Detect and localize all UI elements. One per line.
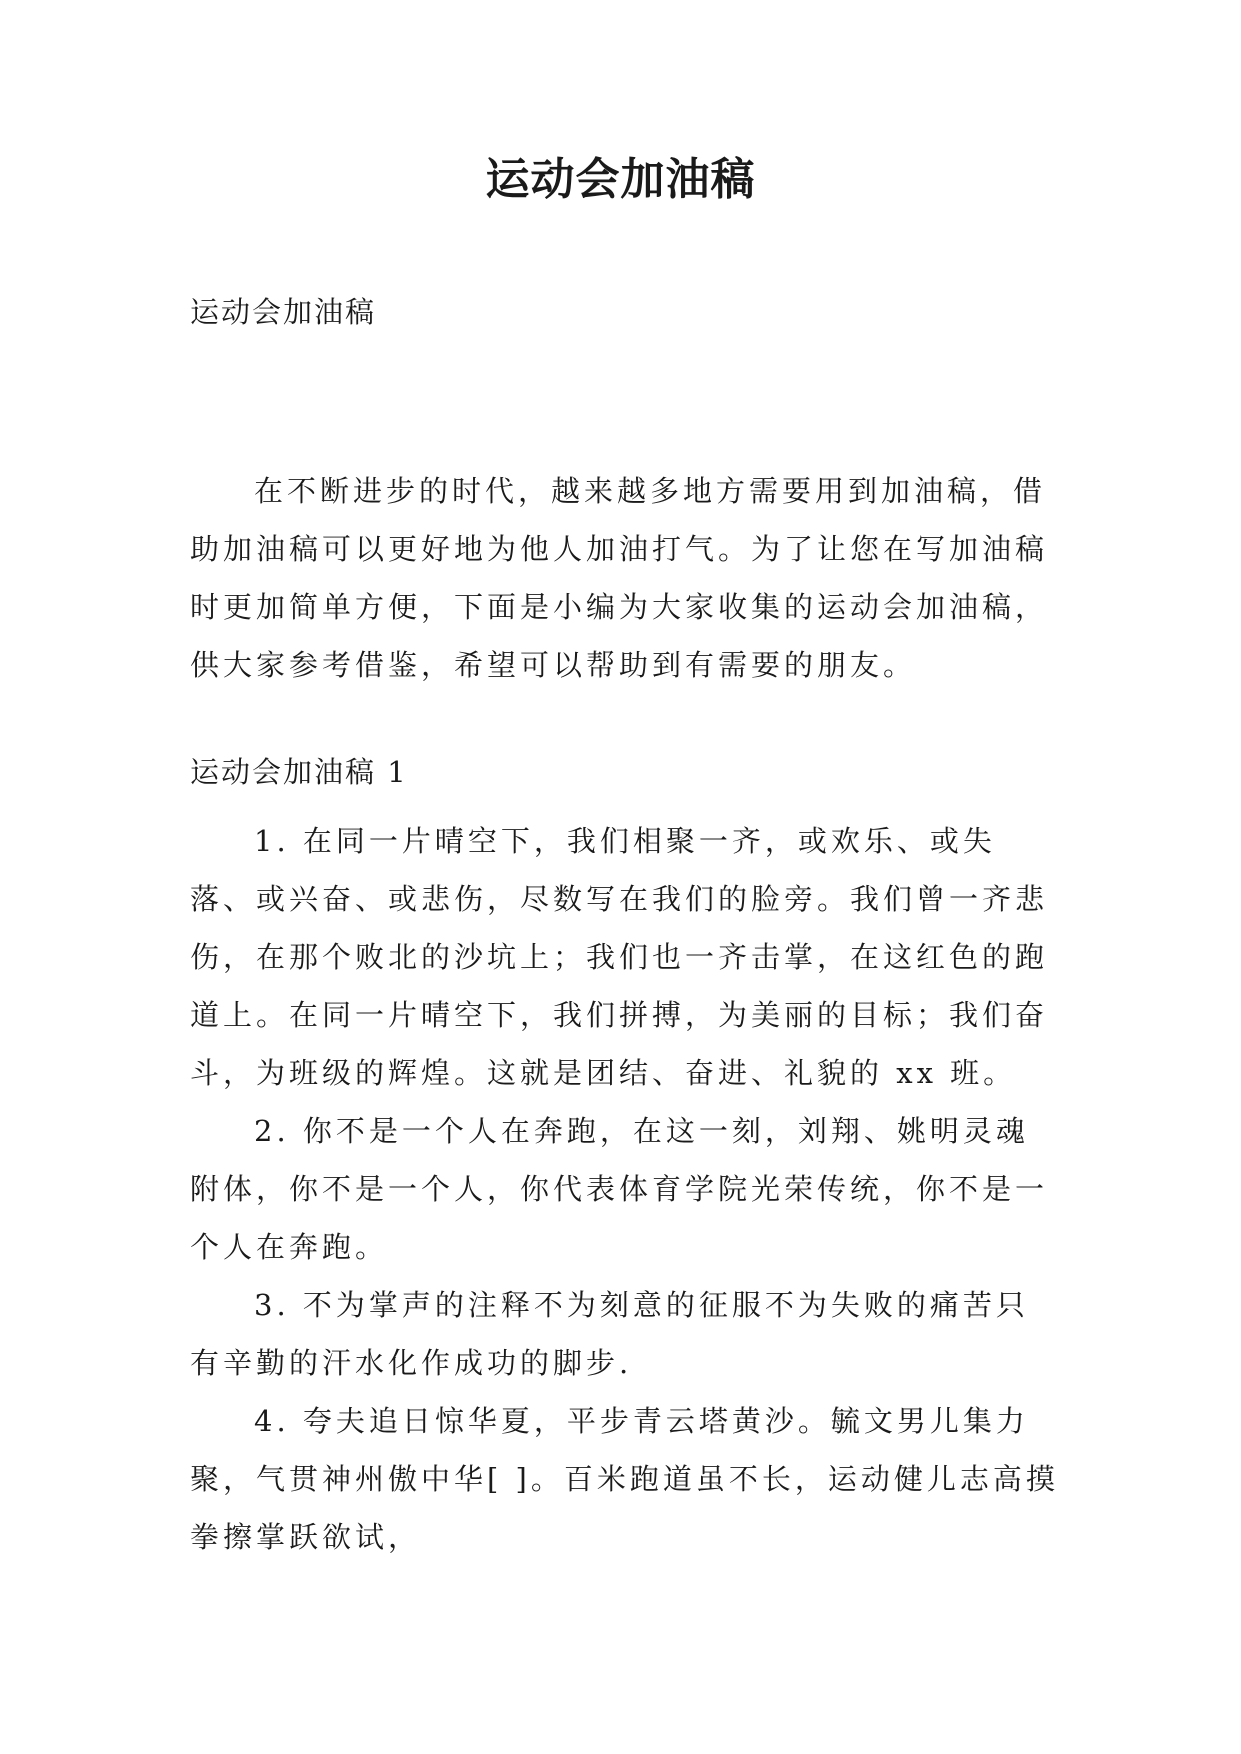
document-title: 运动会加油稿	[485, 154, 756, 205]
entry-paragraph: 3. 不为掌声的注释不为刻意的征服不为失败的痛苦只有辛勤的汗水化作成功的脚步.	[190, 1288, 1029, 1380]
entry-paragraph: 2. 你不是一个人在奔跑，在这一刻，刘翔、姚明灵魂附体，你不是一个人，你代表体育学院光荣传统，你不是一个人在奔跑。	[190, 1114, 1049, 1264]
document-subtitle: 运动会加油稿	[190, 295, 377, 329]
intro-section	[190, 462, 1060, 694]
entries-list	[190, 812, 1060, 1566]
section-heading: 运动会加油稿 1	[190, 755, 408, 789]
entry-paragraph: 1. 在同一片晴空下，我们相聚一齐，或欢乐、或失落、或兴奋、或悲伤，尽数写在我们的脸旁。我们曾一齐悲伤，在那个败北的沙坑上；我们也一齐击掌，在这红色的跑道上。在同一片晴空下，我们拼搏，为美丽的目标；我们奋斗，为班级的辉煌。这就是团结、奋进、礼貌的 xx 班。	[190, 824, 1049, 1090]
intro-paragraph: 在不断进步的时代，越来越多地方需要用到加油稿，借助加油稿可以更好地为他人加油打气。为了让您在写加油稿时更加简单方便，下面是小编为大家收集的运动会加油稿，供大家参考借鉴，希望可以帮助到有需要的朋友。	[190, 474, 1049, 682]
entry-paragraph: 4. 夸夫追日惊华夏，平步青云塔黄沙。毓文男儿集力聚，气贯神州傲中华[ ]。百米跑道虽不长，运动健儿志高摸拳擦掌跃欲试，	[190, 1404, 1059, 1554]
